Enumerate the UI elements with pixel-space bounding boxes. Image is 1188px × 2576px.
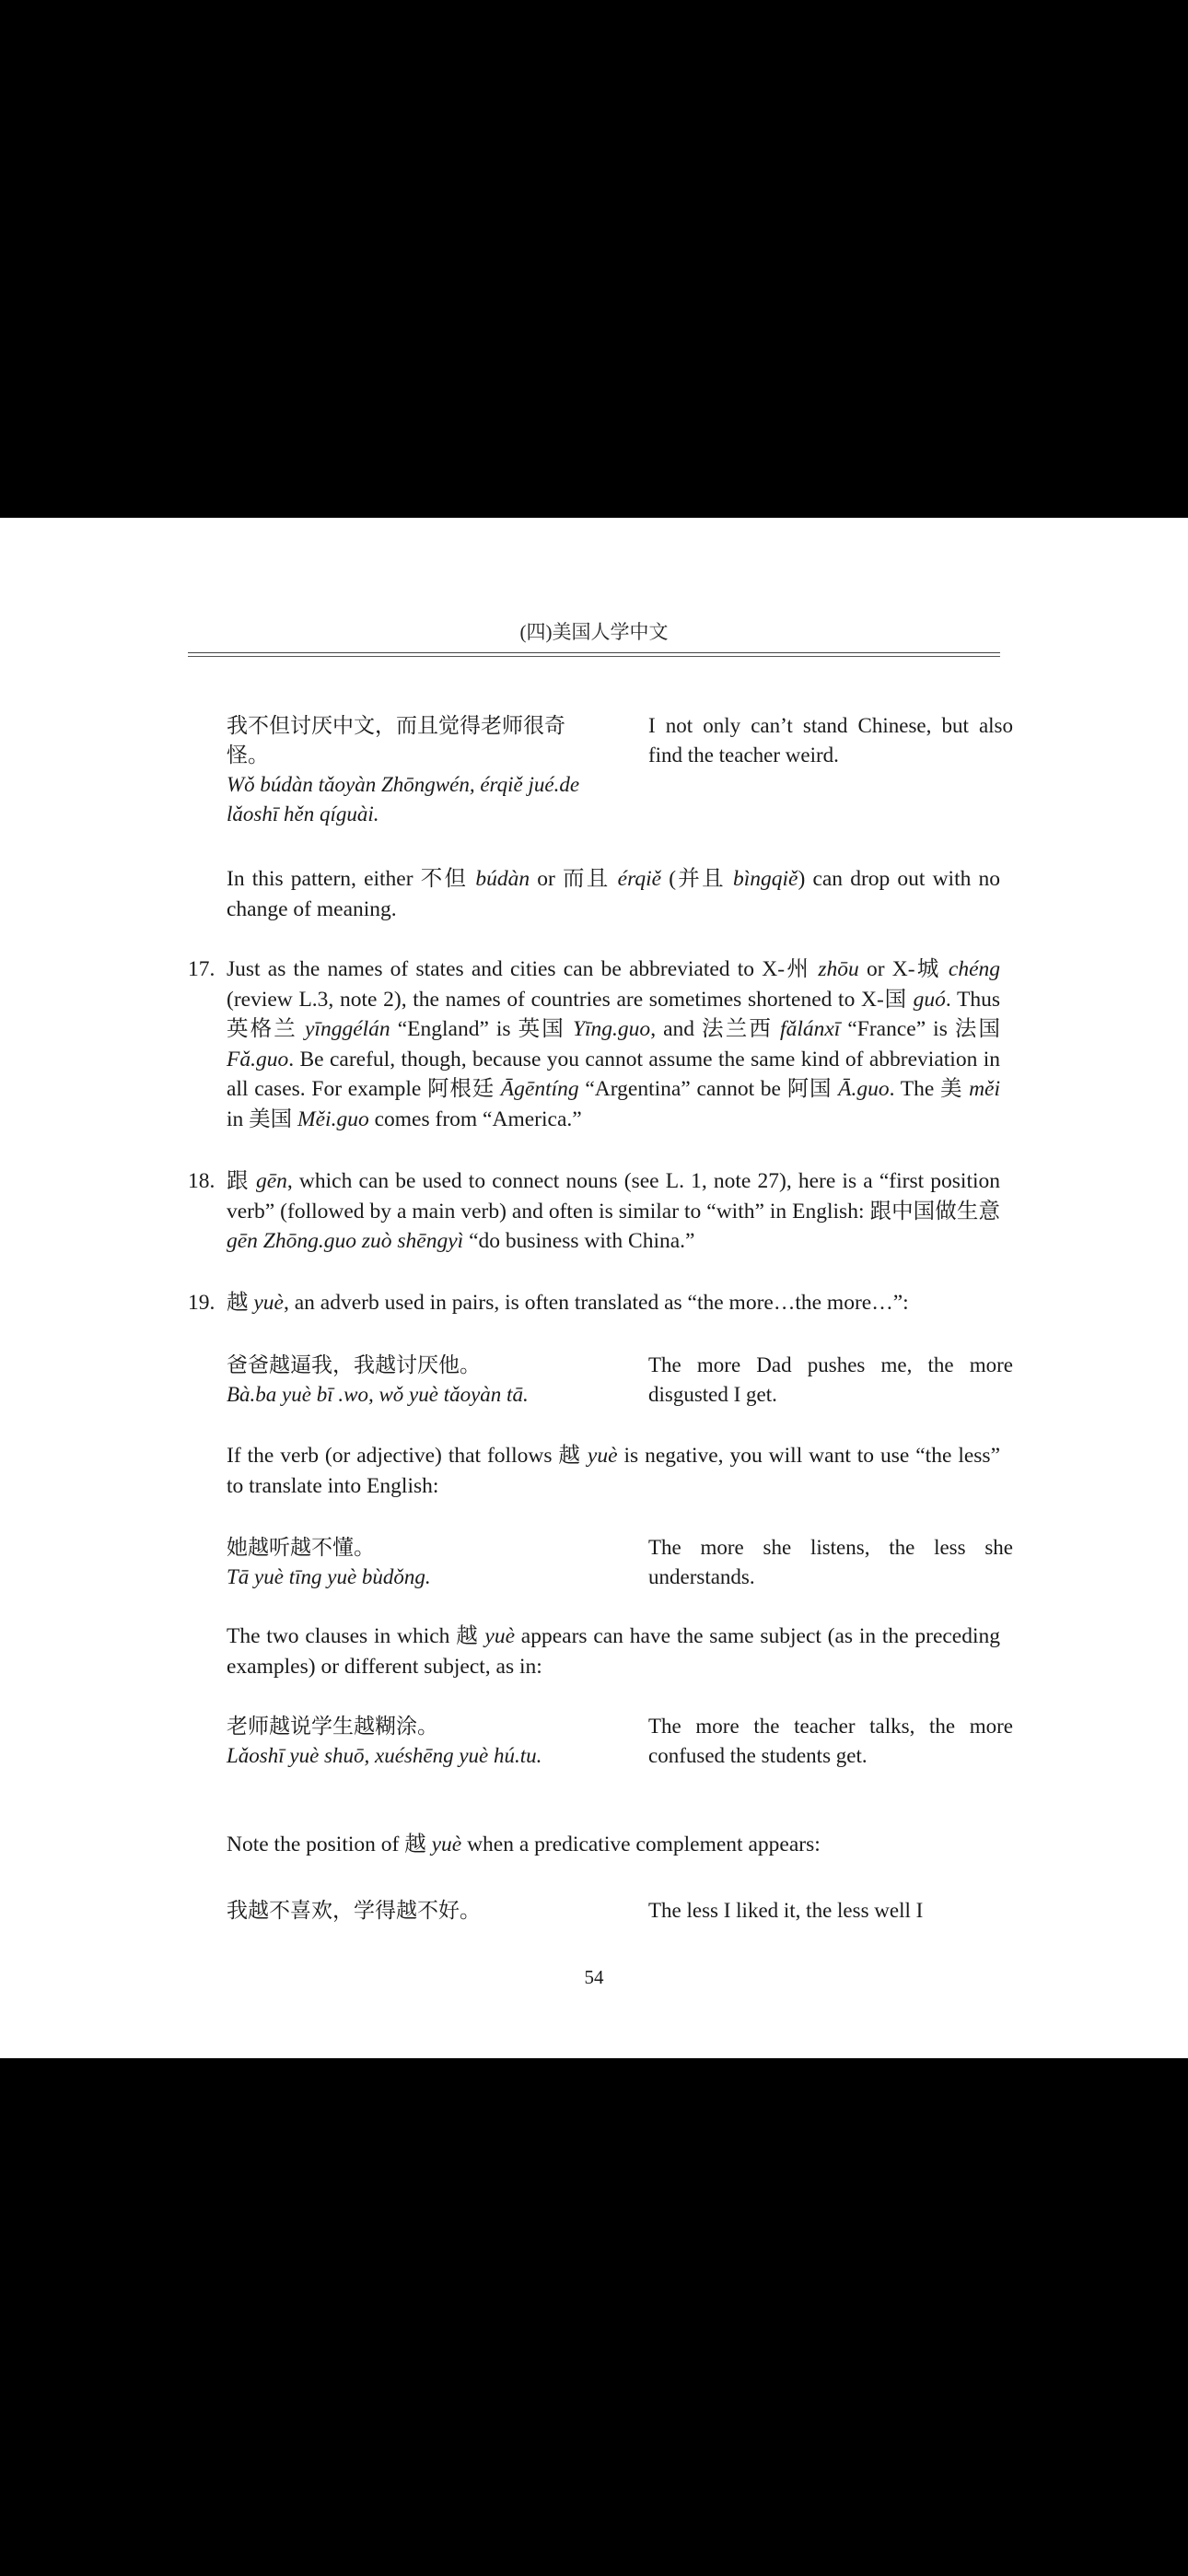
chinese-term: 越: [456, 1624, 479, 1648]
chinese-term: 州: [785, 957, 811, 981]
pinyin-term: Měi.guo: [297, 1107, 369, 1131]
header-rule: [188, 652, 1000, 653]
example-4-english: The more the teacher talks, the more confused the students get.: [648, 1715, 1013, 1767]
example-1-chinese: 我不但讨厌中文，而且觉得老师很奇怪。: [227, 714, 565, 767]
chinese-term: 并且: [676, 867, 726, 891]
chinese-term: 不但: [420, 867, 469, 891]
text-run: (review L.3, note 2), the names of countries are sometimes shortened to X-: [227, 987, 884, 1012]
text-run: in: [227, 1107, 250, 1131]
chinese-term: 美国: [249, 1107, 293, 1131]
text-run: “France” is: [840, 1017, 955, 1041]
text-run: ) can drop out with no change of meaning.: [227, 867, 1001, 921]
text-run: , which can be used to connect nouns (see L. 1, note 27), here is a “first position verb” (followed by a main verb) and often is similar to “with” in English:: [227, 1169, 1001, 1224]
text-run: “do business with China.”: [463, 1229, 695, 1253]
example-4-chinese-block: [227, 1712, 589, 1771]
example-2-chinese-block: [227, 1351, 589, 1410]
example-1-english: I not only can’t stand Chinese, but also find the teacher weird.: [648, 714, 1013, 767]
note-17: [188, 954, 1000, 1134]
example-2-english: The more Dad pushes me, the more disgusted I get.: [648, 1353, 1013, 1406]
pinyin-term: yīnggélán: [305, 1017, 390, 1041]
note-number: 18.: [188, 1169, 215, 1193]
chinese-term: 国: [883, 987, 907, 1012]
pinyin-term: érqiě: [617, 867, 662, 891]
pinyin-term: fǎlánxī: [780, 1017, 841, 1041]
pinyin-term: gēn Zhōng.guo zuò shēngyì: [227, 1229, 464, 1253]
pinyin-term: búdàn: [475, 867, 530, 891]
example-1-pinyin: Wǒ búdàn tǎoyàn Zhōngwén, érqiě jué.de lǎoshī hěn qíguài.: [227, 773, 580, 825]
chinese-term: 英格兰: [227, 1017, 297, 1041]
text-run: In this pattern, either: [227, 867, 421, 891]
text-run: when a predicative complement appears:: [461, 1832, 821, 1856]
text-run: or: [530, 867, 563, 891]
chinese-term: 阿国: [786, 1077, 833, 1101]
note-19: [188, 1288, 1000, 1318]
text-run: The two clauses in which: [227, 1624, 457, 1648]
pinyin-term: yuè: [253, 1291, 284, 1315]
pinyin-term: yuè: [484, 1624, 516, 1648]
text-run: “England” is: [390, 1017, 518, 1041]
pinyin-term: Fǎ.guo: [227, 1047, 289, 1071]
pinyin-term: Āgēntíng: [500, 1077, 579, 1101]
chinese-term: 英国: [518, 1017, 565, 1041]
pinyin-term: Yīng.guo: [572, 1017, 651, 1041]
pinyin-term: Ā.guo: [838, 1077, 890, 1101]
text-run: or X-: [858, 957, 915, 981]
example-5-english: The less I liked it, the less well I: [648, 1899, 924, 1922]
example-2-chinese: 爸爸越逼我，我越讨厌他。: [227, 1353, 481, 1376]
chinese-term: 越: [227, 1291, 249, 1315]
text-run: , and: [650, 1017, 703, 1041]
example-5-chinese: 我越不喜欢，学得越不好。: [227, 1899, 481, 1922]
pinyin-term: guó: [913, 987, 946, 1012]
text-run: Note the position of: [227, 1832, 405, 1856]
pinyin-term: měi: [969, 1077, 1001, 1101]
clauses-paragraph: [227, 1622, 1000, 1681]
position-paragraph: [227, 1830, 1000, 1860]
text-run: . Be careful, though, because you cannot assume the same kind of abbreviation in all cases. For example: [227, 1047, 1000, 1101]
chinese-term: 阿根廷: [427, 1077, 495, 1101]
text-run: , an adverb used in pairs, is often translated as “the more…the more…”:: [284, 1291, 909, 1315]
text-run: Just as the names of states and cities can be abbreviated to X-: [227, 957, 786, 981]
example-3-english: The more she listens, the less she understands.: [648, 1536, 1013, 1588]
text-run: . Thus: [945, 987, 1001, 1012]
example-4-chinese: 老师越说学生越糊涂。: [227, 1715, 438, 1738]
example-2-pinyin: Bà.ba yuè bī .wo, wǒ yuè tǎoyàn tā.: [227, 1383, 529, 1406]
chinese-term: 法国: [954, 1017, 1001, 1041]
chinese-term: 跟: [227, 1169, 250, 1193]
pinyin-term: zhōu: [818, 957, 859, 981]
pinyin-term: gēn: [255, 1169, 287, 1193]
pattern-paragraph: [227, 864, 1000, 924]
chinese-term: 法兰西: [702, 1017, 774, 1041]
example-4-pinyin: Lǎoshī yuè shuō, xuéshēng yuè hú.tu.: [227, 1744, 542, 1767]
note-18: [188, 1166, 1000, 1257]
textbook-page: [0, 518, 1188, 2058]
text-run: If the verb (or adjective) that follows: [227, 1444, 559, 1468]
example-1-chinese-block: [227, 711, 589, 829]
note-number: 19.: [188, 1291, 215, 1315]
chinese-term: 美: [940, 1077, 963, 1101]
header-rule-double: [188, 656, 1000, 657]
text-run: (: [661, 867, 677, 891]
note-19-body: [227, 1288, 1000, 1318]
chinese-term: 越: [558, 1444, 581, 1468]
running-header: (四)美国人学中文: [519, 621, 669, 643]
pinyin-term: chéng: [948, 957, 1001, 981]
pinyin-term: yuè: [431, 1832, 462, 1856]
text-run: appears can have the same subject (as in the preceding examples) or different subject, as in:: [227, 1624, 1001, 1679]
example-3-pinyin: Tā yuè tīng yuè bùdǒng.: [227, 1565, 431, 1588]
pinyin-term: bìngqiě: [732, 867, 798, 891]
example-3-chinese: 她越听越不懂。: [227, 1536, 375, 1559]
text-run: is negative, you will want to use “the less” to translate into English:: [227, 1444, 1000, 1498]
text-run: comes from “America.”: [368, 1107, 582, 1131]
chinese-term: 城: [914, 957, 941, 981]
text-run: . The: [889, 1077, 941, 1101]
note-number: 17.: [188, 957, 215, 981]
chinese-term: 而且: [562, 867, 611, 891]
note-18-body: [227, 1166, 1000, 1257]
page-number: 54: [584, 1966, 604, 1988]
chinese-term: 越: [404, 1832, 426, 1856]
text-run: “Argentina” cannot be: [578, 1077, 787, 1101]
example-3-chinese-block: [227, 1533, 589, 1592]
negative-paragraph: [227, 1441, 1000, 1501]
note-17-body: [227, 954, 1000, 1134]
chinese-term: 跟中国做生意: [869, 1199, 1000, 1224]
pinyin-term: yuè: [587, 1444, 618, 1468]
